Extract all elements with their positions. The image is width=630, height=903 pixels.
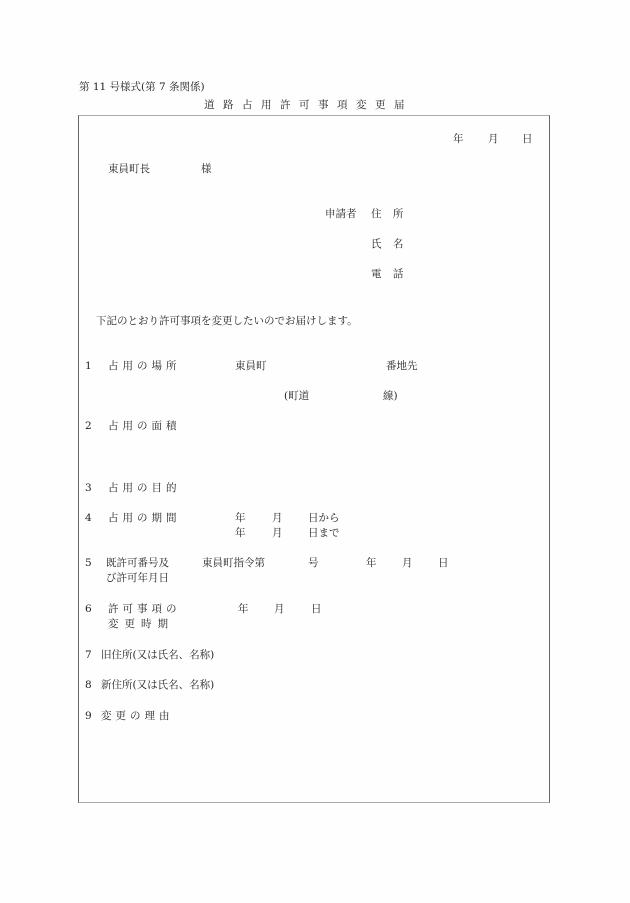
item-1-number: 1: [85, 360, 92, 372]
item-4-from-month: 月: [272, 512, 283, 524]
applicant-address-label: 住 所: [371, 208, 408, 220]
item-2-label: 占用の面積: [108, 420, 181, 432]
item-6-label-line1: 許可事項の: [108, 603, 181, 615]
addressee-honorific: 様: [201, 163, 212, 175]
item-6-day: 日: [311, 603, 322, 615]
item-5-permit-suffix: 号: [308, 557, 319, 569]
item-5-label-line2: び許可年月日: [106, 572, 169, 584]
item-4-to-day: 日まで: [308, 527, 340, 539]
item-3-number: 3: [85, 482, 92, 494]
item-4-from-day: 日から: [308, 512, 340, 524]
item-9-label: 変更の理由: [101, 710, 174, 722]
date-year-label: 年: [453, 133, 464, 145]
item-4-label: 占用の期間: [108, 512, 181, 524]
item-6-number: 6: [85, 603, 92, 615]
item-7-number: 7: [85, 649, 92, 661]
item-5-year: 年: [366, 557, 377, 569]
item-1-label: 占用の場所: [108, 360, 181, 372]
page-title: 道路占用許可事項変更届: [204, 99, 413, 111]
form-number: 第 11 号様式(第 7 条関係): [79, 81, 205, 93]
item-3-label: 占用の目的: [108, 482, 181, 494]
item-5-label-line1: 既許可番号及: [106, 557, 169, 569]
item-7-label: 旧住所(又は氏名、名称): [101, 649, 215, 661]
applicant-label: 申請者: [325, 208, 357, 220]
item-2-number: 2: [85, 420, 92, 432]
item-4-to-year: 年: [235, 527, 246, 539]
item-8-number: 8: [85, 679, 92, 691]
item-5-month: 月: [402, 557, 413, 569]
applicant-name-label: 氏 名: [371, 238, 408, 250]
item-9-number: 9: [85, 710, 92, 722]
item-1-lot-suffix: 番地先: [386, 360, 418, 372]
applicant-phone-label: 電 話: [371, 268, 408, 280]
intro-text: 下記のとおり許可事項を変更したいのでお届けします。: [96, 315, 358, 327]
item-6-label-line2: 変更時期: [108, 618, 174, 630]
item-1-town: 東員町: [235, 360, 267, 372]
item-8-label: 新住所(又は氏名、名称): [101, 679, 215, 691]
item-1-road-prefix: (町道: [284, 390, 310, 402]
item-4-to-month: 月: [272, 527, 283, 539]
item-5-permit-prefix: 東員町指令第: [202, 557, 265, 569]
item-6-year: 年: [238, 603, 249, 615]
form-frame: [78, 115, 550, 803]
item-1-road-suffix: 線): [383, 390, 398, 402]
item-4-number: 4: [85, 512, 92, 524]
item-5-day: 日: [438, 557, 449, 569]
addressee-name: 東員町長: [108, 163, 150, 175]
item-5-number: 5: [85, 557, 92, 569]
item-4-from-year: 年: [235, 512, 246, 524]
item-6-month: 月: [274, 603, 285, 615]
date-month-label: 月: [488, 133, 499, 145]
date-day-label: 日: [522, 133, 533, 145]
